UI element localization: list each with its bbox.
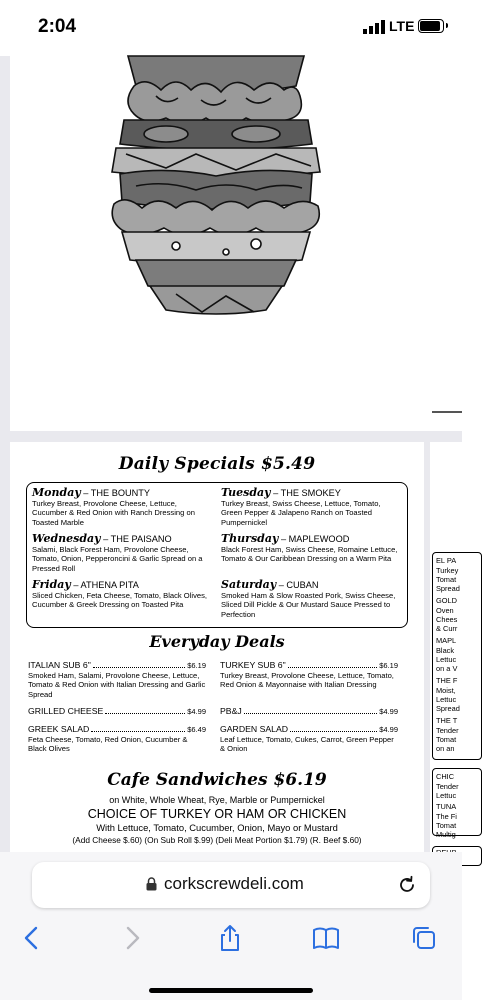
deal-italian-sub	[28, 660, 206, 699]
peek-line: Turkey	[436, 566, 459, 575]
peek-line: & Curr	[436, 624, 458, 633]
peek-line: Chees	[436, 615, 458, 624]
deal-price: $4.99	[187, 707, 206, 716]
deal-desc: Smoked Ham, Salami, Provolone Cheese, Lettuce, Tomato & Red Onion with Italian Dressing and Garlic Spread	[28, 671, 206, 699]
deal-name: GARDEN SALAD	[220, 724, 289, 734]
deal-price: $6.49	[187, 725, 206, 734]
special-name: – MAPLEWOOD	[278, 534, 350, 544]
peek-line: Lettuc	[436, 655, 457, 664]
clock: 2:04	[38, 16, 77, 37]
special-desc: Turkey Breast, Provolone Cheese, Lettuce, Cucumber & Red Onion with Ranch Dressing on Toasted Marble	[32, 498, 195, 527]
tabs-icon[interactable]	[410, 924, 438, 952]
special-day: Thursday	[221, 532, 279, 545]
lock-icon	[146, 877, 157, 891]
deal-price: $4.99	[379, 725, 398, 734]
special-day: Wednesday	[32, 532, 101, 545]
signal-icon	[363, 20, 385, 34]
special-name: – THE PAISANO	[100, 534, 172, 544]
peek-line: Tomat	[436, 821, 457, 830]
special-wednesday	[32, 534, 212, 573]
everyday-deals-title: Everyday Deals	[149, 632, 285, 651]
network-label: LTE	[389, 18, 415, 34]
deal-name: PB&J	[220, 706, 242, 716]
special-day: Monday	[32, 486, 81, 499]
status-bar	[0, 0, 462, 56]
special-desc: Turkey Breast, Swiss Cheese, Lettuce, Tomato, Green Pepper & Jalapeno Ranch on Toasted Pumpernickel	[221, 498, 381, 527]
peek-line: MAPL	[436, 636, 457, 645]
cafe-choice: CHOICE OF TURKEY OR HAM OR CHICKEN	[87, 807, 347, 821]
peek-line: GOLD	[436, 596, 457, 605]
deal-pbj	[220, 706, 398, 716]
menu-page-top	[10, 56, 462, 431]
special-desc: Smoked Ham & Slow Roasted Pork, Swiss Cheese, Sliced Dill Pickle & Our Mustard Sauce Pressed to Perfection	[221, 590, 396, 619]
special-desc: Sliced Chicken, Feta Cheese, Tomato, Black Olives, Cucumber & Greek Dressing on Toasted Pita	[32, 590, 208, 610]
special-monday	[32, 488, 212, 527]
peek-line: TUNA	[436, 802, 457, 811]
deal-price: $6.19	[187, 661, 206, 670]
peek-line: on a V	[436, 664, 458, 673]
peek-line: THE F	[436, 676, 458, 685]
peek-line: CHIC	[436, 772, 455, 781]
deal-price: $4.99	[379, 707, 398, 716]
peek-line: Lettuc	[436, 791, 457, 800]
peek-line: Tomat	[436, 735, 457, 744]
deal-turkey-sub	[220, 660, 398, 690]
special-saturday	[221, 580, 401, 619]
deal-price: $6.19	[379, 661, 398, 670]
deal-name: ITALIAN SUB 6"	[28, 660, 91, 670]
browser-bottom-bar	[0, 852, 462, 1000]
special-day: Tuesday	[221, 486, 271, 499]
url-text[interactable]: corkscrewdeli.com	[164, 874, 304, 893]
deal-name: TURKEY SUB 6"	[220, 660, 286, 670]
forward-icon[interactable]	[118, 924, 146, 952]
cafe-extras: (Add Cheese $.60) (On Sub Roll $.99) (Deli Meat Portion $1.79) (R. Beef $.60)	[72, 835, 362, 845]
web-content[interactable]	[0, 56, 462, 852]
address-bar[interactable]	[32, 862, 430, 908]
peek-line: Black	[436, 646, 455, 655]
back-icon[interactable]	[18, 924, 46, 952]
special-name: – ATHENA PITA	[70, 580, 139, 590]
special-day: Saturday	[221, 578, 277, 591]
special-name: – THE SMOKEY	[270, 488, 341, 498]
peek-line: Spread	[436, 584, 460, 593]
special-day: Friday	[32, 578, 71, 591]
peek-line: Spread	[436, 704, 460, 713]
menu-page	[10, 442, 424, 852]
peek-line: Oven	[436, 606, 454, 615]
cafe-sandwiches-title: Cafe Sandwiches $6.19	[107, 770, 327, 790]
deal-desc: Turkey Breast, Provolone Cheese, Lettuce, Tomato, Red Onion & Mayonnaise with Italian Dressing	[220, 671, 394, 690]
special-desc: Black Forest Ham, Swiss Cheese, Romaine Lettuce, Tomato & Our Caribbean Dressing on a Warm Pita	[221, 544, 398, 564]
special-tuesday	[221, 488, 401, 527]
battery-icon	[418, 19, 444, 33]
special-friday	[32, 580, 212, 610]
special-thursday	[221, 534, 401, 564]
home-indicator[interactable]	[149, 988, 313, 993]
peek-line: on an	[436, 744, 455, 753]
deal-garden-salad	[220, 724, 398, 754]
divider-line	[432, 411, 462, 413]
peek-line: Lettuc	[436, 695, 457, 704]
peek-line: The Fi	[436, 812, 457, 821]
peek-line: THE T	[436, 716, 458, 725]
special-name: – THE BOUNTY	[80, 488, 150, 498]
cafe-toppings: With Lettuce, Tomato, Cucumber, Onion, Mayo or Mustard	[96, 822, 338, 833]
reload-icon[interactable]	[396, 874, 418, 896]
deal-desc: Feta Cheese, Tomato, Red Onion, Cucumber & Black Olives	[28, 735, 188, 754]
daily-specials-title: Daily Specials $5.49	[118, 454, 316, 474]
bookmarks-icon[interactable]	[312, 924, 340, 952]
peek-line: EL PA	[436, 556, 457, 565]
deal-greek-salad	[28, 724, 206, 754]
menu-page-next	[430, 442, 470, 852]
peek-line: Moist,	[436, 686, 456, 695]
cafe-breads: on White, Whole Wheat, Rye, Marble or Pumpernickel	[109, 795, 325, 805]
share-icon[interactable]	[216, 924, 244, 952]
peek-line: Tomat	[436, 575, 457, 584]
deal-desc: Leaf Lettuce, Tomato, Cukes, Carrot, Green Pepper & Onion	[220, 735, 394, 754]
special-name: – CUBAN	[276, 580, 319, 590]
peek-line: Tender	[436, 726, 459, 735]
peek-line: Tender	[436, 782, 459, 791]
deal-name: GREEK SALAD	[28, 724, 90, 734]
deal-name: GRILLED CHEESE	[28, 706, 104, 716]
special-desc: Salami, Black Forest Ham, Provolone Cheese, Tomato, Onion, Pepperoncini & Garlic Spread on a Pressed Roll	[32, 544, 203, 573]
deal-grilled-cheese	[28, 706, 206, 716]
peek-line: Multig	[436, 830, 456, 839]
sandwich-illustration	[106, 56, 326, 318]
